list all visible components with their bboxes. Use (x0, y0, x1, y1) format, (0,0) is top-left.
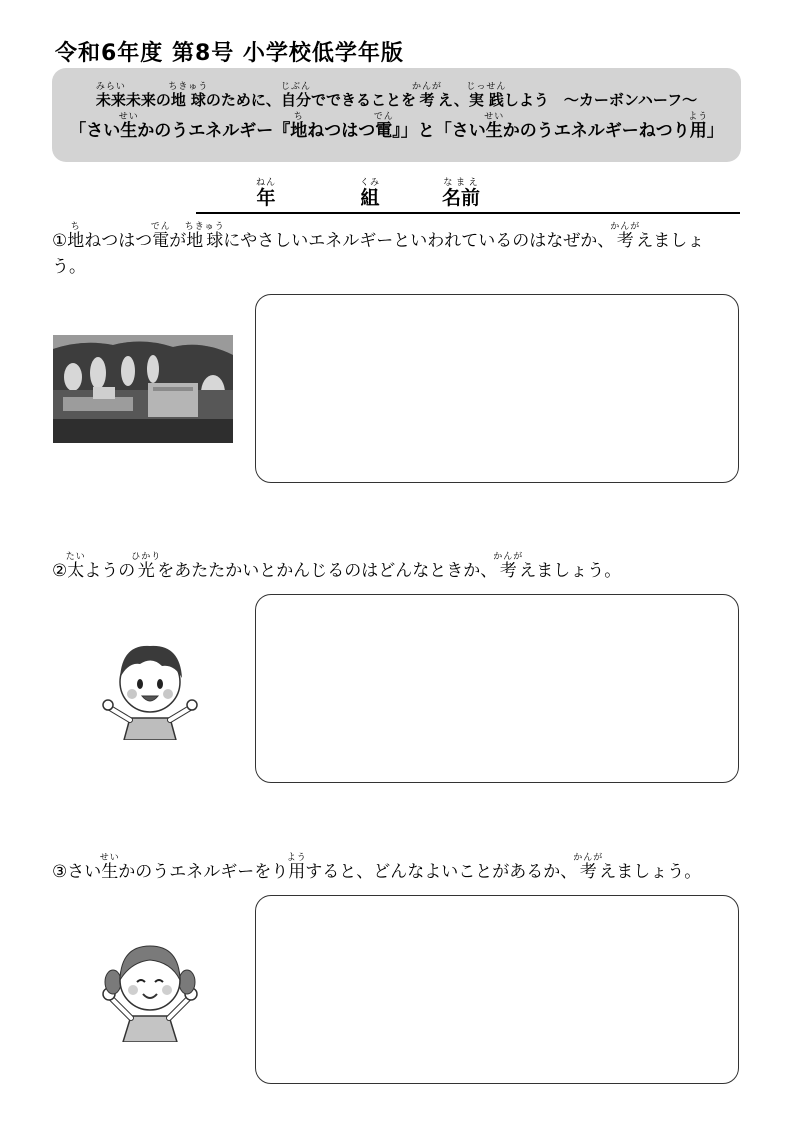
ruby-word: 考かんが (493, 552, 524, 581)
theme-line-1 (52, 82, 741, 110)
ruby-word: 考かんが (411, 82, 442, 109)
name-entry-row[interactable] (196, 172, 740, 214)
class-label: 組くみ (360, 178, 381, 209)
theme-text: 』」と「さい (392, 120, 486, 141)
question-text: ようの (84, 561, 136, 581)
theme-text: しよう ～カーボンハーフ～ (503, 91, 698, 109)
theme-text: え、 (437, 91, 469, 109)
question-text: ねつはつ (84, 231, 153, 251)
ruby-word: 用よう (286, 853, 307, 882)
question-text: さい (67, 862, 102, 882)
year-label: 年ねん (256, 178, 277, 209)
question-text: かのうエネルギーをり (118, 862, 289, 882)
page-title: 令和6年度 第8号 小学校低学年版 (55, 41, 404, 66)
ruby-word: 地ち (290, 111, 308, 141)
question-text: えましょう。 (519, 561, 622, 581)
ruby-word: 太たい (65, 552, 86, 581)
ruby-word: 考かんが (610, 222, 641, 251)
ruby-word: 電でん (373, 111, 394, 141)
theme-text: でできることを (310, 91, 416, 109)
ruby-word: 未来みらい (95, 82, 126, 109)
question-number: ① (52, 231, 68, 251)
power-plant-photo (53, 335, 233, 443)
ruby-word: 生せい (484, 111, 505, 141)
ruby-word: 用よう (688, 111, 709, 141)
ruby-word: 実践じっせん (466, 82, 507, 109)
question-3 (52, 853, 752, 885)
theme-text: かのうエネルギー『 (137, 120, 291, 141)
answer-box-1[interactable] (255, 294, 739, 483)
girl-illustration (95, 930, 205, 1042)
ruby-word: 生せい (99, 853, 120, 882)
ruby-word: 考かんが (573, 853, 604, 882)
ruby-word: 自分じぶん (280, 82, 311, 109)
theme-text: のために、 (205, 91, 281, 109)
question-text: えましょう。 (52, 231, 705, 278)
theme-text: 「さい (69, 120, 121, 141)
ruby-word: 電でん (150, 222, 171, 251)
ruby-word: 地球ちきゅう (184, 222, 225, 251)
question-text: が (169, 231, 187, 251)
theme-text: かのうエネルギーねつり (502, 120, 690, 141)
question-text: すると、どんなよいことがあるか、 (305, 862, 578, 882)
ruby-word: 光ひかり (131, 552, 162, 581)
question-2 (52, 552, 732, 584)
ruby-word: 地ち (67, 222, 85, 251)
boy-illustration (100, 630, 200, 740)
ruby-word: 生せい (118, 111, 139, 141)
name-label: 名前なまえ (442, 178, 481, 209)
theme-banner (52, 68, 741, 162)
answer-box-3[interactable] (255, 895, 739, 1084)
question-number: ② (52, 561, 68, 581)
theme-text: ねつはつ (307, 120, 376, 141)
question-text: をあたたかいとかんじるのはどんなときか、 (157, 561, 498, 581)
theme-text: 」 (706, 120, 724, 141)
theme-line-2 (52, 112, 741, 142)
question-text: にやさしいエネルギーといわれているのはなぜか、 (223, 231, 615, 251)
question-number: ③ (52, 862, 68, 882)
ruby-word: 地球ちきゅう (168, 82, 209, 109)
question-text: えましょう。 (599, 862, 702, 882)
answer-box-2[interactable] (255, 594, 739, 783)
question-1 (52, 222, 732, 281)
theme-text: 未来の (125, 91, 171, 109)
